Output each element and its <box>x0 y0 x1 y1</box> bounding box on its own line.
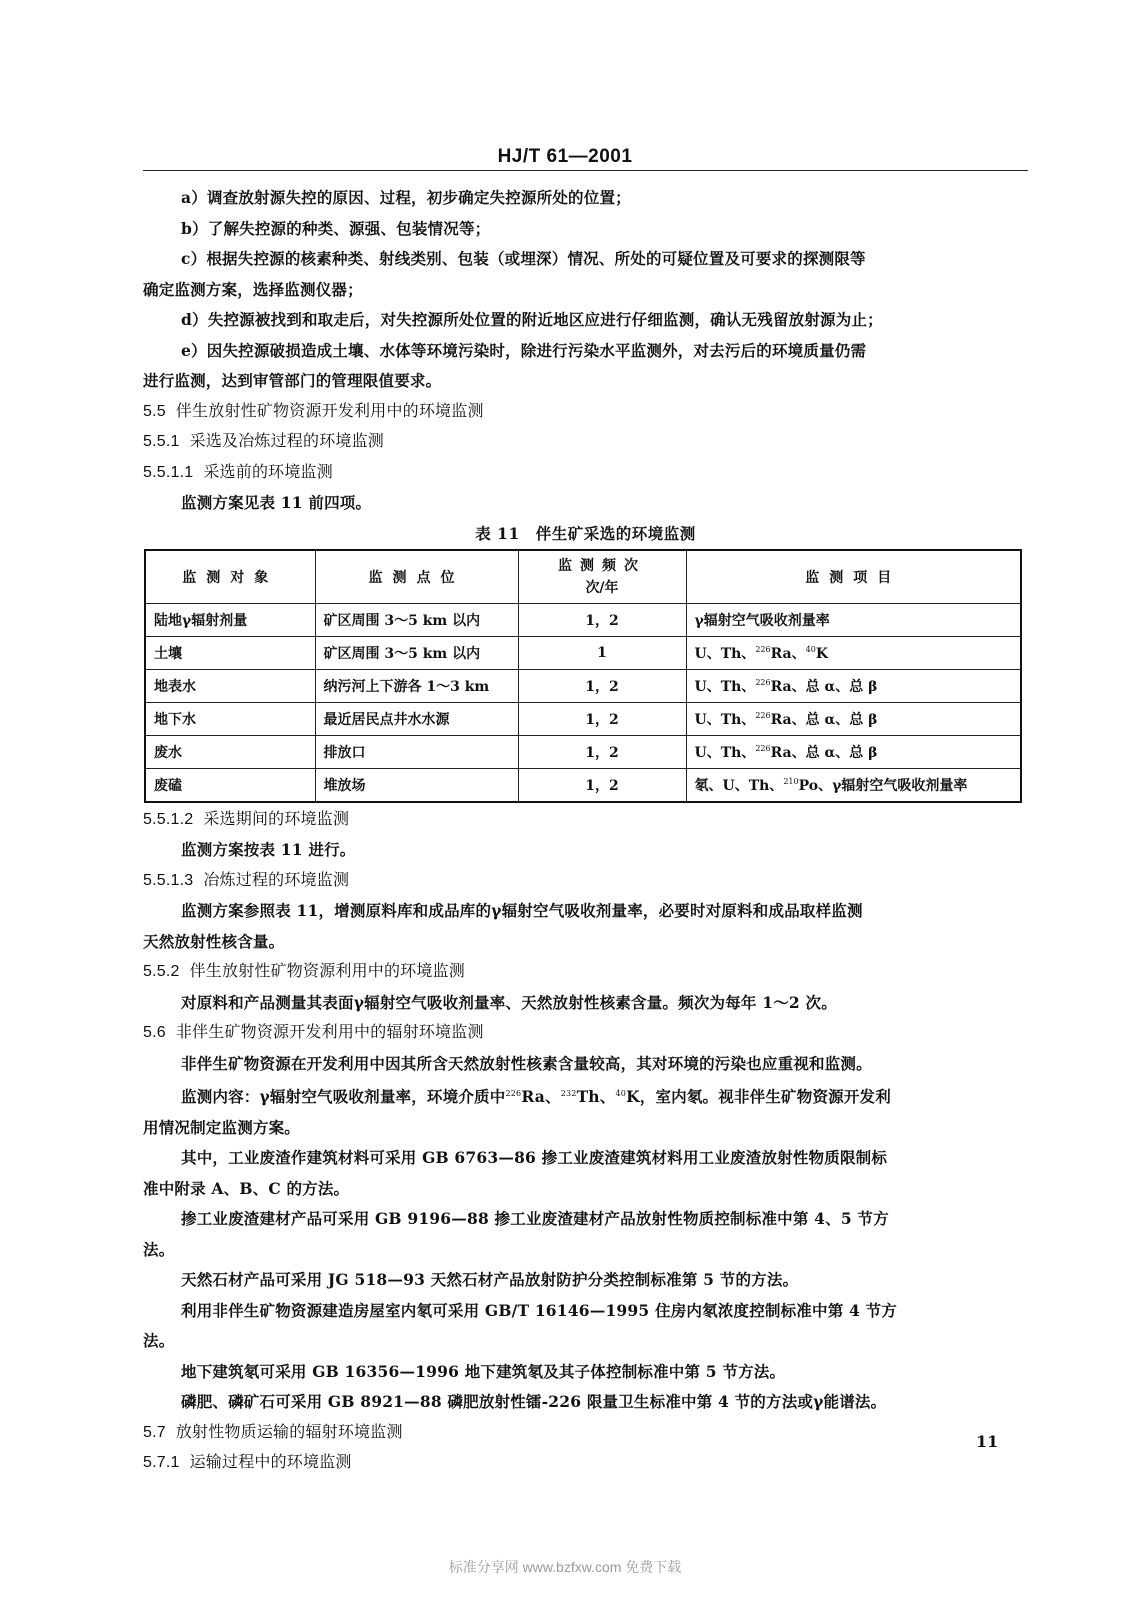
text-run: U、Th、 <box>694 645 756 662</box>
superscript: 226 <box>755 743 771 753</box>
cell-location: 最近居民点井水水源 <box>315 702 518 735</box>
section-heading <box>143 397 1028 428</box>
paragraph: 其中，工业废渣作建筑材料可采用 GB 6763—86 掺工业废渣建筑材料用工业废渣放射性物质限制标 <box>181 1148 888 1167</box>
cell-object: 地表水 <box>145 669 315 702</box>
paragraph-b: b）了解失控源的种类、源强、包装情况等； <box>181 218 491 238</box>
cell-frequency: 1 <box>518 636 686 669</box>
paragraph-monitoring-content <box>143 1079 1028 1113</box>
paragraph: 磷肥、磷矿石可采用 GB 8921—88 磷肥放射性镭-226 限量卫生标准中第 4 节的方法或γ能谱法。 <box>181 1392 887 1411</box>
text-run: Ra、总 α、总 β <box>770 711 878 728</box>
cell-frequency: 1，2 <box>518 669 686 702</box>
section-title: 伴生放射性矿物资源利用中的环境监测 <box>189 963 465 980</box>
paragraph: 非伴生矿物资源在开发利用中因其所含天然放射性核素含量较高，其对环境的污染也应重视和监测。 <box>181 1053 872 1073</box>
paragraph-c: c）根据失控源的核素种类、射线类别、包装（或埋深）情况、所处的可疑位置及可要求的探测限等 <box>181 249 866 268</box>
section-title: 冶炼过程的环境监测 <box>203 871 350 889</box>
section-title: 采选及冶炼过程的环境监测 <box>189 433 384 450</box>
table-row <box>145 768 1021 802</box>
paragraph: 地下建筑氡可采用 GB 16356—1996 地下建筑氡及其子体控制标准中第 5 节方法。 <box>181 1361 786 1381</box>
monitoring-table <box>144 549 1022 803</box>
paragraph: 监测方案参照表 11，增测原料库和成品库的γ辐射空气吸收剂量率，必要时对原料和成品取样监测 <box>181 901 863 920</box>
text-run: Ra、 <box>521 1087 561 1106</box>
section-heading <box>143 427 1028 458</box>
cell-object: 废水 <box>145 735 315 768</box>
table-row <box>145 603 1021 636</box>
cell-items <box>686 669 1021 702</box>
cell-object: 地下水 <box>145 702 315 735</box>
section-number: 5.5.1.2 <box>143 810 194 828</box>
header-frequency-line1: 监测频次 <box>558 557 646 574</box>
cell-items <box>686 702 1021 735</box>
section-number: 5.5.1.3 <box>143 871 194 889</box>
section-number: 5.6 <box>143 1024 166 1041</box>
text-run: U、Th、 <box>694 678 756 695</box>
paragraph-a: a）调查放射源失控的原因、过程，初步确定失控源所处的位置； <box>181 188 631 207</box>
superscript: 226 <box>755 677 771 687</box>
text-run: K，室内氡。视非伴生矿物资源开发利 <box>626 1087 891 1106</box>
section-number: 5.5 <box>143 402 166 420</box>
text-run: Ra、总 α、总 β <box>770 678 878 695</box>
cell-location: 矿区周围 3～5 km 以内 <box>315 603 518 636</box>
section-title: 采选期间的环境监测 <box>203 810 350 828</box>
paragraph: 对原料和产品测量其表面γ辐射空气吸收剂量率、天然放射性核素含量。频次为每年 1～2 次。 <box>181 992 837 1012</box>
text-run: U、Th、 <box>694 744 756 761</box>
section-title: 放射性物质运输的辐射环境监测 <box>175 1423 403 1441</box>
table-row <box>145 669 1021 702</box>
section-title: 运输过程中的环境监测 <box>189 1454 352 1471</box>
paragraph-cont: 法。 <box>143 1239 175 1259</box>
header-frequency-unit: 次/年 <box>585 579 619 596</box>
section-heading <box>143 458 1028 489</box>
cell-object: 陆地γ辐射剂量 <box>145 603 315 636</box>
header-location: 监测点位 <box>315 550 518 604</box>
text-run: U、Th、 <box>694 711 756 728</box>
paragraph: 监测方案按表 11 进行。 <box>181 840 356 859</box>
superscript: 226 <box>755 644 771 654</box>
section-number: 5.7.1 <box>143 1454 180 1471</box>
pre-table-text: 监测方案见表 11 前四项。 <box>181 493 372 512</box>
section-heading <box>143 805 1028 836</box>
section-heading <box>143 957 1028 988</box>
section-number: 5.7 <box>143 1423 166 1441</box>
cell-location: 堆放场 <box>315 768 518 802</box>
cell-frequency: 1，2 <box>518 702 686 735</box>
paragraph-cont: 天然放射性核含量。 <box>143 931 285 951</box>
paragraph: 天然石材产品可采用 JG 518—93 天然石材产品放射防护分类控制标准第 5 节的方法。 <box>181 1270 799 1289</box>
table-row <box>145 636 1021 669</box>
header-object: 监测对象 <box>145 550 315 604</box>
text-run: Po、γ辐射空气吸收剂量率 <box>798 777 968 794</box>
superscript: 40 <box>615 1089 627 1098</box>
table-row <box>145 735 1021 768</box>
table-header-row <box>145 550 1021 604</box>
text-run: Th、 <box>576 1087 616 1106</box>
cell-location: 矿区周围 3～5 km 以内 <box>315 636 518 669</box>
cell-location: 纳污河上下游各 1～3 km <box>315 669 518 702</box>
text-run: K <box>815 645 828 662</box>
cell-items <box>686 735 1021 768</box>
cell-location: 排放口 <box>315 735 518 768</box>
section-heading <box>143 1448 1028 1479</box>
page-content <box>143 183 1028 1479</box>
paragraph-cont: 用情况制定监测方案。 <box>143 1117 301 1137</box>
superscript: 226 <box>505 1089 522 1098</box>
section-number: 5.5.1 <box>143 433 180 450</box>
paragraph-d: d）失控源被找到和取走后，对失控源所处位置的附近地区应进行仔细监测，确认无残留放射源为止； <box>181 310 883 329</box>
paragraph-e-cont: 进行监测，达到审管部门的管理限值要求。 <box>143 371 442 390</box>
text-run: 监测内容：γ辐射空气吸收剂量率，环境介质中 <box>181 1087 506 1106</box>
page-number: 11 <box>976 1432 999 1451</box>
text-run: Ra、总 α、总 β <box>770 744 878 761</box>
paragraph: 掺工业废渣建材产品可采用 GB 9196—88 掺工业废渣建材产品放射性物质控制标准中第 4、5 节方 <box>181 1209 889 1228</box>
superscript: 210 <box>783 776 799 786</box>
text-run: 氡、U、Th、 <box>694 777 784 794</box>
cell-object: 土壤 <box>145 636 315 669</box>
paragraph: 利用非伴生矿物资源建造房屋室内氡可采用 GB/T 16146—1995 住房内氡浓度控制标准中第 4 节方 <box>181 1300 897 1320</box>
watermark: 标准分享网 www.bzfxw.com 免费下载 <box>448 1559 682 1575</box>
cell-items: γ辐射空气吸收剂量率 <box>686 603 1021 636</box>
header-items: 监测项目 <box>686 550 1021 604</box>
section-number: 5.5.2 <box>143 963 180 980</box>
cell-frequency: 1，2 <box>518 768 686 802</box>
cell-frequency: 1，2 <box>518 735 686 768</box>
section-heading <box>143 1018 1028 1049</box>
text-run: Ra、 <box>770 645 806 662</box>
cell-object: 废磕 <box>145 768 315 802</box>
paragraph-c-cont: 确定监测方案，选择监测仪器； <box>143 279 363 299</box>
table-caption: 表 11 伴生矿采选的环境监测 <box>475 523 696 543</box>
superscript: 226 <box>755 710 771 720</box>
section-heading <box>143 1418 1028 1449</box>
section-heading <box>143 866 1028 897</box>
cell-items <box>686 768 1021 802</box>
section-title: 伴生放射性矿物资源开发利用中的环境监测 <box>175 402 484 420</box>
paragraph-cont: 准中附录 A、B、C 的方法。 <box>143 1178 350 1198</box>
superscript: 232 <box>560 1089 577 1098</box>
section-number: 5.5.1.1 <box>143 463 194 481</box>
section-title: 非伴生矿物资源开发利用中的辐射环境监测 <box>175 1024 484 1041</box>
paragraph-e: e）因失控源破损造成土壤、水体等环境污染时，除进行污染水平监测外，对去污后的环境质量仍需 <box>181 340 867 360</box>
section-title: 采选前的环境监测 <box>203 463 333 481</box>
superscript: 40 <box>805 644 816 654</box>
cell-frequency: 1，2 <box>518 603 686 636</box>
standard-code-header: HJ/T 61—2001 <box>497 146 633 167</box>
header-rule <box>143 170 1028 171</box>
header-frequency <box>518 550 686 604</box>
table-row <box>145 702 1021 735</box>
cell-items <box>686 636 1021 669</box>
paragraph-cont: 法。 <box>143 1331 175 1350</box>
